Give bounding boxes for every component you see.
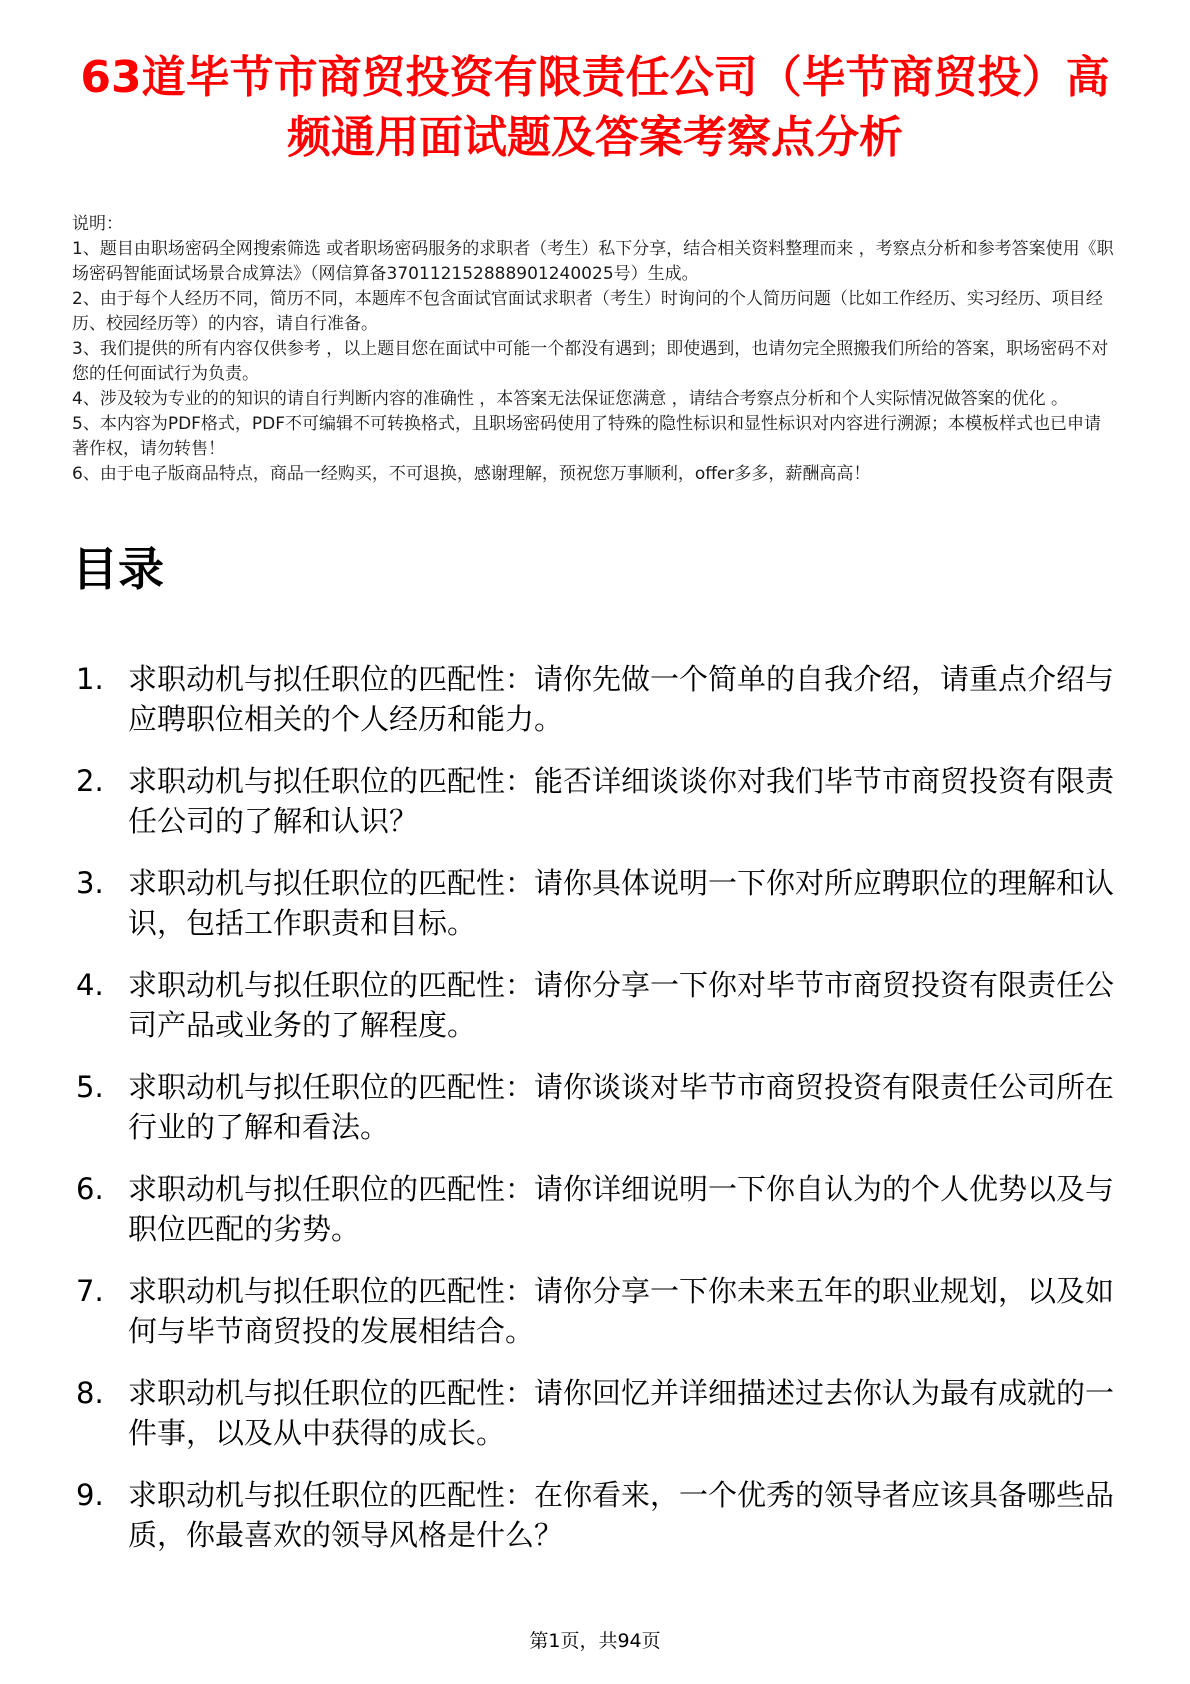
toc-item-text: 求职动机与拟任职位的匹配性：请你分享一下你对毕节市商贸投资有限责任公司产品或业务的了解程度。: [128, 968, 1115, 1042]
toc-item-text: 求职动机与拟任职位的匹配性：请你先做一个简单的自我介绍，请重点介绍与应聘职位相关的个人经历和能力。: [128, 662, 1115, 736]
toc-item-text: 求职动机与拟任职位的匹配性：在你看来，一个优秀的领导者应该具备哪些品质，你最喜欢的领导风格是什么？: [128, 1478, 1115, 1552]
page-number: 第1页，共94页: [529, 1630, 661, 1652]
toc-item[interactable]: [72, 761, 1118, 841]
toc-item-text: 求职动机与拟任职位的匹配性：请你回忆并详细描述过去你认为最有成就的一件事，以及从中获得的成长。: [128, 1376, 1115, 1450]
note-item: 1、题目由职场密码全网搜索筛选 或者职场密码服务的求职者（考生）私下分享，结合相关资料整理而来 ，考察点分析和参考答案使用《职场密码智能面试场景合成算法》（网信算备370112152888901240025号）生成。: [72, 239, 1114, 284]
note-item: 6、由于电子版商品特点，商品一经购买，不可退换，感谢理解，预祝您万事顺利，offer多多，薪酬高高！: [72, 464, 871, 484]
toc-item-number: 9.: [76, 1478, 104, 1512]
toc-item-number: 6.: [76, 1172, 104, 1206]
toc-list: [72, 659, 1118, 1555]
toc-item[interactable]: [72, 1067, 1118, 1147]
toc-item-text: 求职动机与拟任职位的匹配性：能否详细谈谈你对我们毕节市商贸投资有限责任公司的了解和认识？: [128, 764, 1115, 838]
note-item: 4、涉及较为专业的的知识的请自行判断内容的准确性 ，本答案无法保证您满意 ，请结合考察点分析和个人实际情况做答案的优化 。: [72, 389, 1069, 409]
page-footer: [0, 1628, 1190, 1654]
toc-item-text: 求职动机与拟任职位的匹配性：请你谈谈对毕节市商贸投资有限责任公司所在行业的了解和看法。: [128, 1070, 1115, 1144]
toc-item-number: 1.: [76, 662, 104, 696]
toc-item-number: 2.: [76, 764, 104, 798]
toc-item[interactable]: [72, 1475, 1118, 1555]
toc-item-text: 求职动机与拟任职位的匹配性：请你分享一下你未来五年的职业规划，以及如何与毕节商贸投的发展相结合。: [128, 1274, 1115, 1348]
toc-item[interactable]: [72, 965, 1118, 1045]
notes-heading: 说明：: [72, 214, 123, 234]
toc-heading: 目录: [72, 542, 164, 596]
toc-item-number: 5.: [76, 1070, 104, 1104]
note-item: 2、由于每个人经历不同，简历不同，本题库不包含面试官面试求职者（考生）时询问的个人简历问题（比如工作经历、实习经历、项目经历、校园经历等）的内容，请自行准备。: [72, 289, 1103, 334]
toc-item[interactable]: [72, 1271, 1118, 1351]
toc-item[interactable]: [72, 1169, 1118, 1249]
toc-item[interactable]: [72, 863, 1118, 943]
toc-item[interactable]: [72, 659, 1118, 739]
note-item: 5、本内容为PDF格式，PDF不可编辑不可转换格式，且职场密码使用了特殊的隐性标识和显性标识对内容进行溯源；本模板样式也已申请著作权，请勿转售！: [72, 414, 1102, 459]
document-title: 63道毕节市商贸投资有限责任公司（毕节商贸投）高频通用面试题及答案考察点分析: [80, 52, 1110, 163]
toc-item-text: 求职动机与拟任职位的匹配性：请你详细说明一下你自认为的个人优势以及与职位匹配的劣势。: [128, 1172, 1115, 1246]
toc-item-text: 求职动机与拟任职位的匹配性：请你具体说明一下你对所应聘职位的理解和认识，包括工作职责和目标。: [128, 866, 1115, 940]
toc-item-number: 4.: [76, 968, 104, 1002]
note-item: 3、我们提供的所有内容仅供参考 ，以上题目您在面试中可能一个都没有遇到；即使遇到，也请勿完全照搬我们所给的答案，职场密码不对您的任何面试行为负责。: [72, 339, 1109, 384]
notes-section: [72, 212, 1118, 487]
toc-item-number: 3.: [76, 866, 104, 900]
toc-item-number: 7.: [76, 1274, 104, 1308]
toc-item[interactable]: [72, 1373, 1118, 1453]
toc-item-number: 8.: [76, 1376, 104, 1410]
